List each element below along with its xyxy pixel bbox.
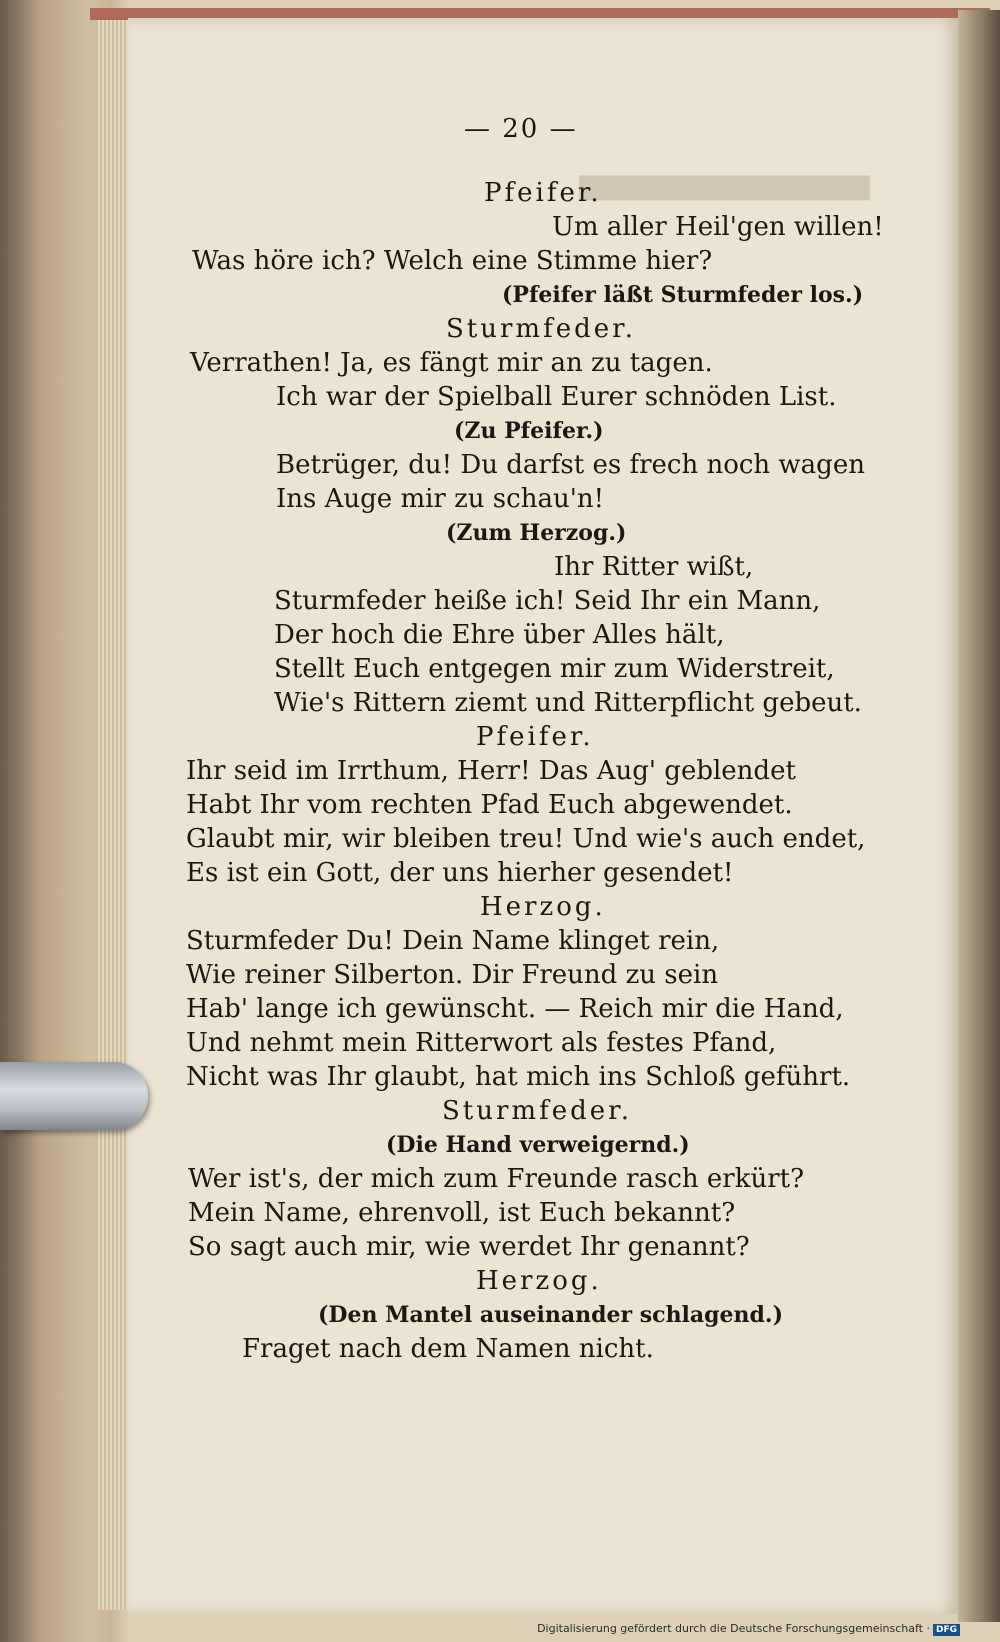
speaker-name: Sturmfeder. xyxy=(446,314,636,344)
verse-line: So sagt auch mir, wie werdet Ihr genannt? xyxy=(188,1232,750,1262)
verse-line: Nicht was Ihr glaubt, hat mich ins Schloß geführt. xyxy=(186,1062,851,1092)
verse-line: Wie's Rittern ziemt und Ritterpflicht gebeut. xyxy=(274,688,862,718)
dfg-logo: DFG xyxy=(933,1624,960,1636)
verse-line: Hab' lange ich gewünscht. — Reich mir die Hand, xyxy=(186,994,844,1024)
verse-line: Ihr seid im Irrthum, Herr! Das Aug' geblendet xyxy=(186,756,796,786)
verse-line: Fraget nach dem Namen nicht. xyxy=(242,1334,654,1364)
verse-line: Verrathen! Ja, es fängt mir an zu tagen. xyxy=(190,348,713,378)
page-clip xyxy=(0,1062,148,1130)
page-stack-edge xyxy=(98,20,128,1610)
verse-line: Wie reiner Silberton. Dir Freund zu sein xyxy=(186,960,719,990)
verse-line: Ihr Ritter wißt, xyxy=(554,552,754,582)
verse-line: Ich war der Spielball Eurer schnöden List. xyxy=(276,382,837,412)
verse-line: Glaubt mir, wir bleiben treu! Und wie's auch endet, xyxy=(186,824,866,854)
page-number: — 20 — xyxy=(464,114,578,144)
stage-direction: (Zum Herzog.) xyxy=(446,520,627,546)
digitization-credit xyxy=(537,1622,960,1636)
credit-text: Digitalisierung gefördert durch die Deutsche Forschungsgemeinschaft · xyxy=(537,1622,930,1635)
stage-direction: (Die Hand verweigernd.) xyxy=(386,1132,690,1158)
stage-direction: (Pfeifer läßt Sturmfeder los.) xyxy=(502,282,864,308)
verse-line: Ins Auge mir zu schau'n! xyxy=(276,484,605,514)
speaker-name: Herzog. xyxy=(476,1266,602,1296)
verse-line: Wer ist's, der mich zum Freunde rasch erkürt? xyxy=(188,1164,805,1194)
verse-line: Habt Ihr vom rechten Pfad Euch abgewendet. xyxy=(186,790,793,820)
show-through-text: ██████████████████ xyxy=(579,176,870,200)
verse-line: Es ist ein Gott, der uns hierher gesendet! xyxy=(186,858,734,888)
speaker-name: Pfeifer. xyxy=(484,178,602,208)
verse-line: Mein Name, ehrenvoll, ist Euch bekannt? xyxy=(188,1198,736,1228)
book-right-edge xyxy=(958,10,1000,1622)
verse-line: Der hoch die Ehre über Alles hält, xyxy=(274,620,725,650)
stage-direction: (Den Mantel auseinander schlagend.) xyxy=(318,1302,783,1328)
page-text xyxy=(128,18,958,1614)
stage-direction: (Zu Pfeifer.) xyxy=(454,418,604,444)
speaker-name: Herzog. xyxy=(480,892,606,922)
speaker-name: Pfeifer. xyxy=(476,722,594,752)
speaker-name: Sturmfeder. xyxy=(442,1096,632,1126)
verse-line: Betrüger, du! Du darfst es frech noch wagen xyxy=(276,450,865,480)
verse-line: Um aller Heil'gen willen! xyxy=(552,212,884,242)
verse-line: Und nehmt mein Ritterwort als festes Pfand, xyxy=(186,1028,777,1058)
verse-line: Sturmfeder Du! Dein Name klinget rein, xyxy=(186,926,720,956)
verse-line: Was höre ich? Welch eine Stimme hier? xyxy=(192,246,713,276)
verse-line: Sturmfeder heiße ich! Seid Ihr ein Mann, xyxy=(274,586,821,616)
verse-line: Stellt Euch entgegen mir zum Widerstreit, xyxy=(274,654,835,684)
